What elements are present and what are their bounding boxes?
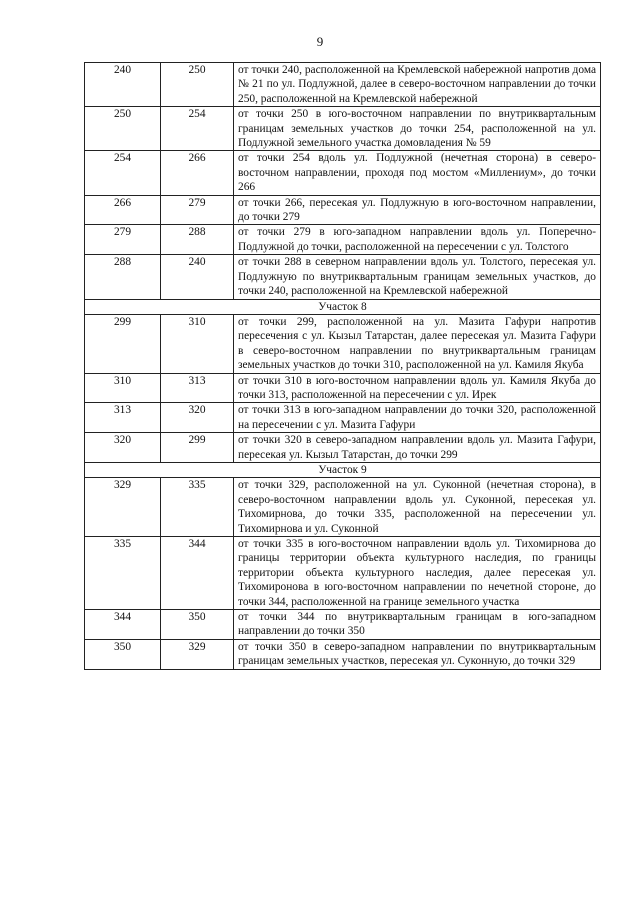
route-description-cell: от точки 299, расположенной на ул. Мазита Гафури напротив пересечения с ул. Кызыл Татарстан, далее пересекая ул. Мазита Гафури в северо-восточном направлении по внутриквартальным границам земельных участков до точки 310, расположенной на ул. Камиля Якуба (234, 314, 601, 373)
route-description-cell: от точки 240, расположенной на Кремлевской набережной напротив дома № 21 по ул. Подлужной, далее в северо-восточном направлении до точки 250, расположенной на Кремлевской набережной (234, 63, 601, 107)
from-point-cell: 350 (85, 639, 161, 669)
to-point-cell: 335 (161, 478, 234, 537)
table-row (85, 63, 601, 107)
route-description-cell: от точки 320 в северо-западном направлении вдоль ул. Мазита Гафури, пересекая ул. Кызыл Татарстан, до точки 299 (234, 433, 601, 463)
table-row (85, 314, 601, 373)
route-description-cell: от точки 335 в юго-восточном направлении вдоль ул. Тихомирнова до границы территории объекта культурного наследия, по границы территории объекта культурного наследия, далее пересекая ул. Тихомиронова в юго-восточном направлении по нечетной стороне, до точки 344, расположенной на границе земельного участка (234, 537, 601, 610)
from-point-cell: 254 (85, 151, 161, 195)
route-description-cell: от точки 288 в северном направлении вдоль ул. Толстого, пересекая ул. Подлужную по внутриквартальным границам земельных участков, до точки 240, расположенной на Кремлевской набережной (234, 255, 601, 299)
section-title: Участок 9 (85, 462, 601, 477)
table-row (85, 151, 601, 195)
from-point-cell: 310 (85, 373, 161, 403)
table-row (85, 478, 601, 537)
section-header-row (85, 299, 601, 314)
to-point-cell: 329 (161, 639, 234, 669)
to-point-cell: 313 (161, 373, 234, 403)
to-point-cell: 266 (161, 151, 234, 195)
from-point-cell: 240 (85, 63, 161, 107)
route-description-cell: от точки 313 в юго-западном направлении до точки 320, расположенной на пересечении с ул. Мазита Гафури (234, 403, 601, 433)
to-point-cell: 288 (161, 225, 234, 255)
boundary-table (84, 62, 601, 670)
route-description-cell: от точки 254 вдоль ул. Подлужной (нечетная сторона) в северо-восточном направлении, проходя под мостом «Миллениум», до точки 266 (234, 151, 601, 195)
table-row (85, 433, 601, 463)
from-point-cell: 320 (85, 433, 161, 463)
to-point-cell: 350 (161, 610, 234, 640)
section-title: Участок 8 (85, 299, 601, 314)
route-description-cell: от точки 344 по внутриквартальным границам в юго-западном направлении до точки 350 (234, 610, 601, 640)
table-row (85, 610, 601, 640)
table-row (85, 403, 601, 433)
from-point-cell: 279 (85, 225, 161, 255)
table-row (85, 107, 601, 151)
to-point-cell: 240 (161, 255, 234, 299)
table-row (85, 639, 601, 669)
to-point-cell: 254 (161, 107, 234, 151)
from-point-cell: 313 (85, 403, 161, 433)
route-description-cell: от точки 250 в юго-восточном направлении по внутриквартальным границам земельных участков до точки 254, расположенной на ул. Подлужной земельного участка домовладения № 59 (234, 107, 601, 151)
from-point-cell: 335 (85, 537, 161, 610)
from-point-cell: 329 (85, 478, 161, 537)
to-point-cell: 310 (161, 314, 234, 373)
to-point-cell: 250 (161, 63, 234, 107)
table-row (85, 195, 601, 225)
from-point-cell: 266 (85, 195, 161, 225)
from-point-cell: 288 (85, 255, 161, 299)
boundary-table-body (85, 63, 601, 670)
to-point-cell: 299 (161, 433, 234, 463)
from-point-cell: 299 (85, 314, 161, 373)
table-row (85, 537, 601, 610)
route-description-cell: от точки 310 в юго-восточном направлении вдоль ул. Камиля Якуба до точки 313, расположенной на пересечении с ул. Ирек (234, 373, 601, 403)
from-point-cell: 250 (85, 107, 161, 151)
table-row (85, 225, 601, 255)
route-description-cell: от точки 266, пересекая ул. Подлужную в юго-восточном направлении, до точки 279 (234, 195, 601, 225)
to-point-cell: 344 (161, 537, 234, 610)
to-point-cell: 279 (161, 195, 234, 225)
section-header-row (85, 462, 601, 477)
from-point-cell: 344 (85, 610, 161, 640)
to-point-cell: 320 (161, 403, 234, 433)
page-number: 9 (316, 34, 324, 49)
route-description-cell: от точки 279 в юго-западном направлении вдоль ул. Поперечно-Подлужной до точки, расположенной на пересечении с ул. Толстого (234, 225, 601, 255)
table-row (85, 373, 601, 403)
table-row (85, 255, 601, 299)
route-description-cell: от точки 329, расположенной на ул. Суконной (нечетная сторона), в северо-восточном направлении вдоль ул. Суконной, пересекая ул. Тихомирнова, до точки 335, расположенной на пересечении ул. Тихомирнова и ул. Суконной (234, 478, 601, 537)
route-description-cell: от точки 350 в северо-западном направлении по внутриквартальным границам земельных участков, пересекая ул. Суконную, до точки 329 (234, 639, 601, 669)
